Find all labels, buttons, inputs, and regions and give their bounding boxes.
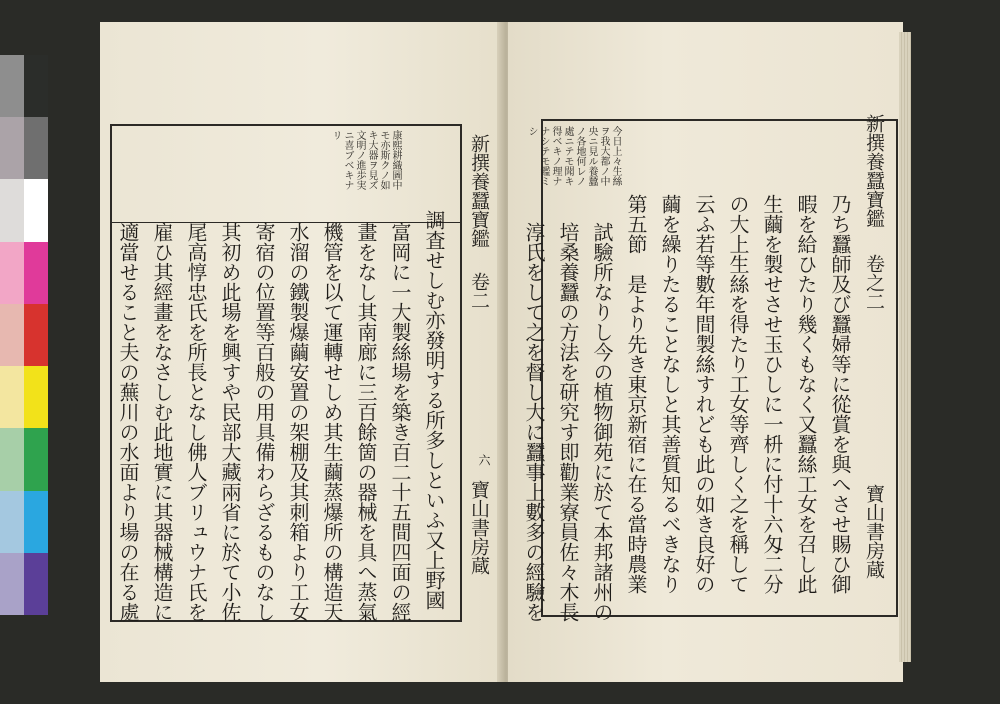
calibration-swatch: [24, 55, 48, 117]
calibration-swatch: [0, 179, 24, 241]
body-line: の大上生絲を得たり工女等齊しく之を稱して: [726, 194, 750, 594]
calibration-swatch: [24, 491, 48, 553]
calibration-swatch: [0, 491, 24, 553]
body-line: 寄宿の位置等百般の用具備わらざるものなし: [252, 222, 276, 622]
body-line: 暇を給ひたり幾くもなく又蠶絲工女を召し此: [794, 194, 818, 594]
body-line: 尾高惇忠氏を所長となし佛人ブリュウナ氏を: [184, 222, 208, 622]
body-line: 繭を繰りたることなしと其善質知るべきなり: [658, 194, 682, 594]
left-edge-title: 新撰養蠶寶鑑: [468, 134, 490, 248]
calibration-swatch: [24, 553, 48, 615]
body-line: 云ふ若等數年間製絲すれども此の如き良好の: [692, 194, 716, 594]
calibration-swatch: [24, 179, 48, 241]
headnote-line: ナシテモ鑑ミ: [538, 126, 549, 186]
left-edge-volume: 卷二: [468, 272, 490, 310]
color-calibration-strip: [0, 55, 48, 615]
calibration-swatch: [0, 55, 24, 117]
calibration-swatch: [24, 117, 48, 179]
headnote-line: 文明ノ進歩実: [354, 130, 365, 190]
body-line: 水溜の鐵製爆繭安置の架棚及其刺箱より工女: [286, 222, 310, 622]
headnote-line: 央ニ見ル養蠶: [586, 126, 597, 186]
page-block-edge: [899, 32, 911, 662]
body-line: 第五節 是より先き東京新宿に在る當時農業: [624, 194, 648, 594]
body-line: 機管を以て運轉せしめ其生繭蒸爆所の構造天: [320, 222, 344, 622]
right-edge-volume: 卷之二: [863, 254, 885, 311]
calibration-swatch: [24, 304, 48, 366]
body-line: 生繭を製せさせ玉ひしに一枡に付十六匁二分: [760, 194, 784, 594]
headnote-line: リ: [330, 130, 341, 140]
body-line: 適當せること夫の蕪川の水面より場の在る處: [116, 222, 140, 622]
body-line: 其初め此場を興すや民部大藏兩省に於て小佐: [218, 222, 242, 622]
left-page: [100, 22, 505, 682]
calibration-swatch: [24, 428, 48, 490]
calibration-swatch: [0, 428, 24, 490]
headnote-line: 處ニテモ聞キ: [562, 126, 573, 186]
right-edge-publisher: 寶山書房蔵: [863, 484, 885, 579]
body-line: 富岡に一大製絲場を築き百二十五間四面の經: [388, 222, 412, 622]
body-line: 試驗所なりし今の植物御苑に於て本邦諸州の: [590, 222, 614, 622]
calibration-column-light: [0, 55, 24, 615]
body-line: 培桑養蠶の方法を研究す即勸業寮員佐々木長: [556, 222, 580, 622]
headnote-line: ニ喜ブベキナ: [342, 130, 353, 190]
body-line: 淳氏をして之を督し大に蠶事上數多の經驗を: [522, 222, 546, 622]
headnote-line: キ大器ヲ見ズ: [366, 130, 377, 190]
calibration-swatch: [0, 117, 24, 179]
headnote-line: 得ベキノ理ナ: [550, 126, 561, 186]
body-line: 雇ひ其經畫をなさしむ此地實に其器械構造に: [150, 222, 174, 622]
body-line: 乃ち蠶師及び蠶婦等に從賞を與へさせ賜ひ御: [828, 194, 852, 594]
left-edge-publisher: 寶山書房蔵: [468, 480, 490, 575]
calibration-column-saturated: [24, 55, 48, 615]
headnote-line: 康熙耕織圖中: [390, 130, 401, 190]
calibration-swatch: [0, 242, 24, 304]
headnote-line: 今日上々生絲: [610, 126, 621, 186]
body-line: 畫をなし其南廊に三百餘箇の器械を具へ蒸氣: [354, 222, 378, 622]
open-book: [72, 22, 920, 682]
calibration-swatch: [0, 553, 24, 615]
left-headnote-frame: [110, 124, 462, 223]
headnote-line: シ: [526, 126, 537, 136]
calibration-swatch: [24, 242, 48, 304]
calibration-swatch: [0, 304, 24, 366]
headnote-line: モ亦斯クノ如: [378, 130, 389, 190]
left-page-number: 六: [477, 454, 491, 466]
right-page: [508, 22, 903, 682]
calibration-swatch: [0, 366, 24, 428]
right-edge-title: 新撰養蠶寶鑑: [863, 114, 885, 228]
body-line: 調査せしむ亦發明する所多しといふ又上野國: [422, 210, 446, 610]
headnote-line: ノ各地何レノ: [574, 126, 585, 186]
calibration-swatch: [24, 366, 48, 428]
headnote-line: ヲ我大都ノ中: [598, 126, 609, 186]
